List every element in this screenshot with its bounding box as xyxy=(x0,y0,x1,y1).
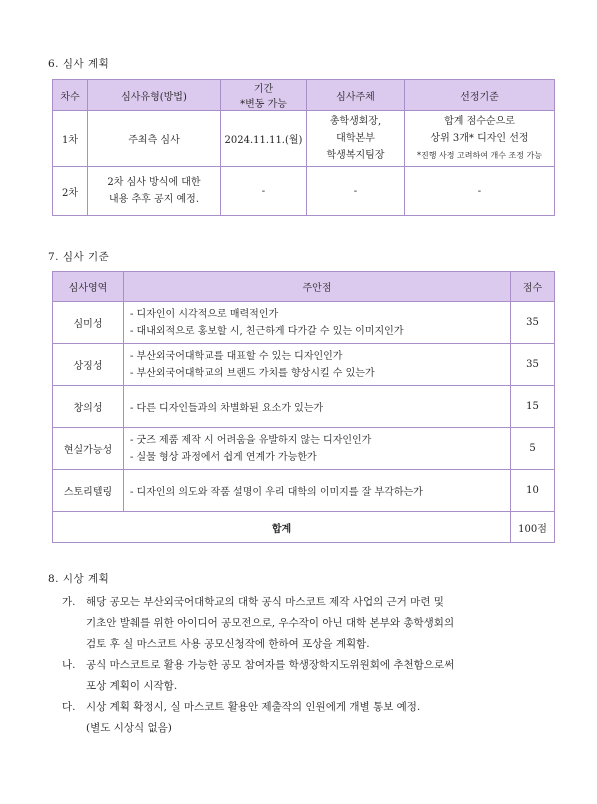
criteria-total-row xyxy=(53,512,555,543)
point-line: - 부산외국어대학교를 대표할 수 있는 디자인인가 xyxy=(130,350,343,362)
review-plan-row xyxy=(53,167,555,216)
period-cell: - xyxy=(221,167,307,216)
total-label: 합계 xyxy=(53,512,511,543)
method-cell: 주최측 심사 xyxy=(88,111,221,167)
award-plan-item xyxy=(62,592,562,655)
total-score: 100점 xyxy=(511,512,555,543)
header-round: 차수 xyxy=(53,80,88,111)
criteria-header-row xyxy=(53,272,555,302)
award-note: (별도 시상식 없음) xyxy=(86,722,172,734)
header-period-note: *변동 가능 xyxy=(240,99,287,110)
criteria-cell: - xyxy=(405,167,555,216)
header-period xyxy=(221,80,307,111)
item-line: 공식 마스코트로 활용 가능한 공모 참여자를 학생장학지도위원회에 추천함으로써 xyxy=(86,659,455,671)
section-7-title: 7. 심사 기준 xyxy=(48,251,110,263)
review-plan-header-row xyxy=(53,80,555,111)
award-plan-item xyxy=(62,655,562,697)
points-cell xyxy=(124,302,511,344)
area-cell: 스토리텔링 xyxy=(53,470,124,512)
score-cell: 5 xyxy=(511,428,555,470)
point-line: - 다른 디자인들과의 차별화된 요소가 있는가 xyxy=(130,403,324,414)
item-text xyxy=(86,697,420,718)
item-text xyxy=(86,655,454,697)
review-criteria-table xyxy=(52,271,555,543)
criteria-line: 합계 점수순으로 xyxy=(444,116,515,127)
criteria-cell xyxy=(405,111,555,167)
criteria-line: 상위 3개* 디자인 선정 xyxy=(430,133,529,144)
header-score: 점수 xyxy=(511,272,555,302)
header-points: 주안점 xyxy=(124,272,511,302)
points-cell xyxy=(124,386,511,428)
judge-line: 총학생회장, xyxy=(329,116,382,127)
item-line: 검토 후 실 마스코트 사용 공모신청작에 한하여 포상을 계획함. xyxy=(86,638,370,650)
judge-cell: - xyxy=(307,167,405,216)
method-cell xyxy=(88,167,221,216)
item-marker: 가. xyxy=(62,596,76,608)
score-cell: 15 xyxy=(511,386,555,428)
round-cell: 2차 xyxy=(53,167,88,216)
criteria-row xyxy=(53,428,555,470)
criteria-row xyxy=(53,386,555,428)
award-plan-list xyxy=(62,592,562,739)
judge-cell xyxy=(307,111,405,167)
score-cell: 35 xyxy=(511,344,555,386)
point-line: - 부산외국어대학교의 브랜드 가치를 향상시킬 수 있는가 xyxy=(130,367,375,379)
point-line: - 디자인이 시각적으로 매력적인가 xyxy=(130,308,279,320)
item-line: 기초안 발췌를 위한 아이디어 공모전으로, 우수작이 아닌 대학 본부와 총학생회의 xyxy=(86,617,455,629)
method-line: 내용 추후 공지 예정. xyxy=(109,194,199,205)
area-cell: 상징성 xyxy=(53,344,124,386)
criteria-row xyxy=(53,344,555,386)
area-cell: 심미성 xyxy=(53,302,124,344)
points-cell xyxy=(124,470,511,512)
review-plan-row xyxy=(53,111,555,167)
judge-line: 대학본부 xyxy=(336,133,375,144)
item-marker: 나. xyxy=(62,659,76,671)
criteria-note: *진행 사정 고려하여 개수 조정 가능 xyxy=(417,151,542,160)
score-cell: 10 xyxy=(511,470,555,512)
score-cell: 35 xyxy=(511,302,555,344)
header-method: 심사유형(방법) xyxy=(88,80,221,111)
round-cell: 1차 xyxy=(53,111,88,167)
item-line: 포상 계획이 시작함. xyxy=(86,680,178,692)
points-cell xyxy=(124,428,511,470)
point-line: - 실물 형상 과정에서 쉽게 연계가 가능한가 xyxy=(130,451,317,463)
header-area: 심사영역 xyxy=(53,272,124,302)
point-line: - 굿즈 제품 제작 시 어려움을 유발하지 않는 디자인인가 xyxy=(130,434,372,446)
item-line: 해당 공모는 부산외국어대학교의 대학 공식 마스코트 제작 사업의 근거 마련 및 xyxy=(86,596,444,608)
criteria-row xyxy=(53,302,555,344)
area-cell: 현실가능성 xyxy=(53,428,124,470)
header-period-label: 기간 xyxy=(253,84,274,95)
item-marker: 다. xyxy=(62,701,76,713)
point-line: - 디자인의 의도와 작품 설명이 우리 대학의 이미지를 잘 부각하는가 xyxy=(130,487,423,498)
judge-line: 학생복지팀장 xyxy=(326,150,385,161)
criteria-row xyxy=(53,470,555,512)
section-8-title: 8. 시상 계획 xyxy=(48,573,110,585)
area-cell: 창의성 xyxy=(53,386,124,428)
header-judge: 심사주체 xyxy=(307,80,405,111)
header-criteria: 선정기준 xyxy=(405,80,555,111)
method-line: 2차 심사 방식에 대한 xyxy=(107,177,201,188)
item-text xyxy=(86,592,454,655)
award-plan-item xyxy=(62,697,562,718)
points-cell xyxy=(124,344,511,386)
section-6-title: 6. 심사 계획 xyxy=(48,58,110,70)
period-cell: 2024.11.11.(월) xyxy=(221,111,307,167)
item-line: 시상 계획 확정시, 실 마스코트 활용안 제출작의 인원에게 개별 통보 예정. xyxy=(86,701,421,713)
point-line: - 대내외적으로 홍보할 시, 친근하게 다가갈 수 있는 이미지인가 xyxy=(130,325,404,337)
review-plan-table xyxy=(52,79,555,216)
